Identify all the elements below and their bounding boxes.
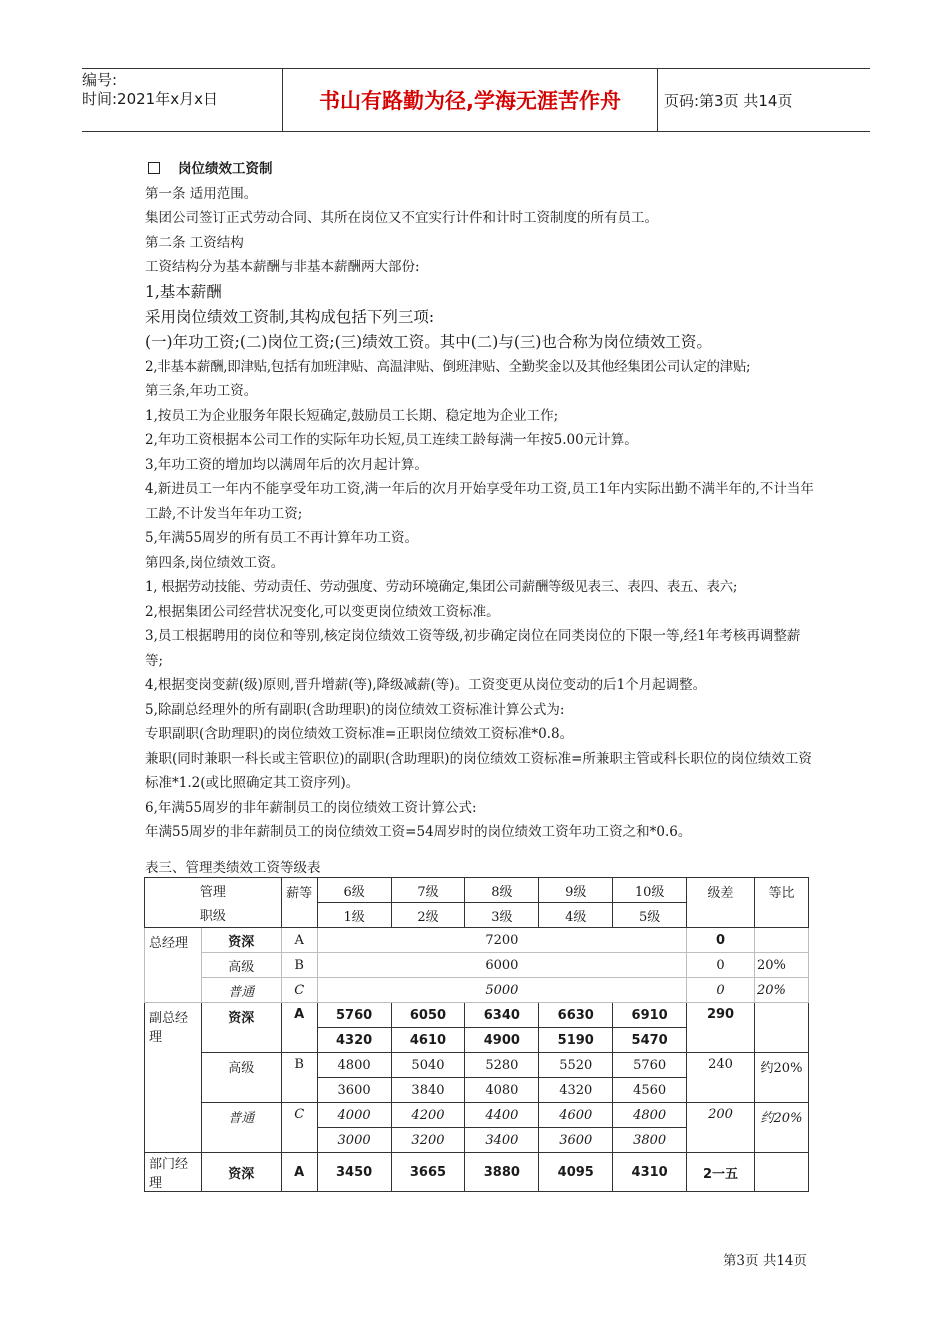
salary-cell: 4800	[317, 1053, 391, 1078]
diff-cell: 240	[687, 1053, 755, 1103]
salary-cell: 4610	[391, 1028, 465, 1053]
header-sublevel: 5级	[613, 903, 687, 928]
paragraph: 兼职(同时兼职一科长或主管职位)的副职(含助理职)的岗位绩效工资标准=所兼职主管或科长职位的岗位绩效工资标准*1.2(或比照确定其工资序列)。	[145, 750, 812, 791]
paragraph: 5,除副总经理外的所有副职(含助理职)的岗位绩效工资标准计算公式为:	[145, 701, 565, 718]
ratio-cell: 约20%	[754, 1103, 808, 1153]
paragraph: 3,员工根据聘用的岗位和等别,核定岗位绩效工资等级,初步确定岗位在同类岗位的下限一等,经1年考核再调整薪等;	[145, 628, 801, 669]
salary-cell: 5760	[317, 1003, 391, 1028]
paragraph: 5,年满55周岁的所有员工不再计算年功工资。	[145, 530, 419, 546]
salary-cell: 5280	[465, 1053, 539, 1078]
diff-cell: 0	[687, 928, 755, 953]
header-diff: 级差	[687, 878, 755, 928]
table-row	[145, 1103, 809, 1128]
table-header-row	[145, 878, 809, 903]
header-level: 9级	[539, 878, 613, 903]
header-level: 10级	[613, 878, 687, 903]
salary-cell: 5040	[391, 1053, 465, 1078]
salary-cell: 4310	[613, 1153, 687, 1192]
rank-cell: 普通	[201, 978, 281, 1003]
rank-cell: 资深	[201, 1153, 281, 1192]
salary-cell: 3840	[391, 1078, 465, 1103]
footer-page-number: 第3页 共14页	[722, 1253, 807, 1269]
salary-cell: 4800	[613, 1103, 687, 1128]
salary-cell: 7200	[317, 928, 686, 953]
paragraph: 专职副职(含助理职)的岗位绩效工资标准=正职岗位绩效工资标准*0.8。	[145, 726, 574, 742]
grade-cell: A	[281, 1153, 317, 1192]
rank-cell: 资深	[201, 928, 281, 953]
salary-cell: 5000	[317, 978, 686, 1003]
ratio-cell	[754, 1003, 808, 1053]
header-grade: 薪等	[281, 878, 317, 928]
grade-cell: B	[281, 953, 317, 978]
diff-cell: 0	[687, 978, 755, 1003]
table-row	[145, 978, 809, 1003]
header-level: 8级	[465, 878, 539, 903]
salary-cell: 5190	[539, 1028, 613, 1053]
header-sublevel: 1级	[317, 903, 391, 928]
diff-cell: 2一五	[687, 1153, 755, 1192]
header-sublevel: 2级	[391, 903, 465, 928]
header-time: 时间:2021年x月x日	[82, 90, 218, 108]
header-ratio: 等比	[754, 878, 808, 928]
section-title	[145, 157, 815, 182]
salary-cell: 3880	[465, 1153, 539, 1192]
paragraph: 4,根据变岗变薪(级)原则,晋升增薪(等),降级减薪(等)。工资变更从岗位变动的后1个月起调整。	[145, 677, 707, 693]
salary-cell: 6340	[465, 1003, 539, 1028]
salary-cell: 5760	[613, 1053, 687, 1078]
header-sublevel: 3级	[465, 903, 539, 928]
salary-cell: 6000	[317, 953, 686, 978]
salary-cell: 4320	[539, 1078, 613, 1103]
table-row	[145, 928, 809, 953]
paragraph: 1,按员工为企业服务年限长短确定,鼓励员工长期、稳定地为企业工作;	[145, 407, 559, 424]
table-caption: 表三、管理类绩效工资等级表	[145, 860, 321, 876]
table-row	[145, 953, 809, 978]
header-position: 职级	[145, 903, 282, 928]
paragraph: 第一条 适用范围。	[145, 185, 258, 202]
salary-cell: 4320	[317, 1028, 391, 1053]
ratio-cell: 约20%	[754, 1053, 808, 1103]
ratio-cell	[754, 928, 808, 953]
paragraph: 集团公司签订正式劳动合同、其所在岗位又不宜实行计件和计时工资制度的所有员工。	[145, 210, 658, 226]
paragraph: 4,新进员工一年内不能享受年功工资,满一年后的次月开始享受年功工资,员工1年内实际出勤不满半年的,不计当年工龄,不计发当年年功工资;	[145, 481, 814, 522]
salary-cell: 4095	[539, 1153, 613, 1192]
header-level: 6级	[317, 878, 391, 903]
paragraph: 第四条,岗位绩效工资。	[145, 554, 285, 571]
grade-cell: C	[281, 978, 317, 1003]
header-mgmt: 管理	[145, 878, 282, 903]
header-number: 编号:	[82, 71, 118, 89]
position-dept-manager: 部门经理	[145, 1153, 202, 1192]
grade-cell: A	[281, 1003, 317, 1053]
salary-cell: 6630	[539, 1003, 613, 1028]
rank-cell: 高级	[201, 953, 281, 978]
checkbox-square-icon	[148, 162, 160, 174]
header-sublevel: 4级	[539, 903, 613, 928]
paragraph: 采用岗位绩效工资制,其构成包括下列三项:	[145, 307, 435, 326]
paragraph: 1,基本薪酬	[145, 282, 222, 301]
header-level: 7级	[391, 878, 465, 903]
table-row	[145, 1053, 809, 1078]
salary-cell: 4560	[613, 1078, 687, 1103]
salary-cell: 4600	[539, 1103, 613, 1128]
table-row	[145, 1153, 809, 1192]
salary-cell: 4000	[317, 1103, 391, 1128]
paragraph: 年满55周岁的非年薪制员工的岗位绩效工资=54周岁时的岗位绩效工资年功工资之和*0.6。	[145, 824, 692, 840]
paragraph: (一)年功工资;(二)岗位工资;(三)绩效工资。其中(二)与(三)也合称为岗位绩效工资。	[145, 332, 712, 351]
salary-grade-table	[144, 877, 809, 1192]
grade-cell: B	[281, 1053, 317, 1103]
document-body	[145, 157, 815, 845]
diff-cell: 290	[687, 1003, 755, 1053]
salary-cell: 6910	[613, 1003, 687, 1028]
paragraph: 2,年功工资根据本公司工作的实际年功长短,员工连续工龄每满一年按5.00元计算。	[145, 432, 638, 448]
section-title-text: 岗位绩效工资制	[178, 161, 273, 177]
position-deputy-gm: 副总经理	[145, 1003, 202, 1153]
header-page-number: 页码:第3页 共14页	[664, 91, 793, 110]
header-meta	[82, 69, 282, 133]
salary-cell: 3400	[465, 1128, 539, 1153]
salary-cell: 3600	[539, 1128, 613, 1153]
paragraph: 2,非基本薪酬,即津贴,包括有加班津贴、高温津贴、倒班津贴、全勤奖金以及其他经集团公司认定的津贴;	[145, 358, 751, 375]
salary-cell: 6050	[391, 1003, 465, 1028]
paragraph: 工资结构分为基本薪酬与非基本薪酬两大部份:	[145, 259, 420, 275]
paragraph: 1, 根据劳动技能、劳动责任、劳动强度、劳动环境确定,集团公司薪酬等级见表三、表四、表五、表六;	[145, 579, 738, 595]
rank-cell: 资深	[201, 1003, 281, 1053]
grade-cell: C	[281, 1103, 317, 1153]
salary-cell: 4900	[465, 1028, 539, 1053]
diff-cell: 0	[687, 953, 755, 978]
salary-cell: 4400	[465, 1103, 539, 1128]
salary-cell: 5470	[613, 1028, 687, 1053]
paragraph: 第二条 工资结构	[145, 234, 244, 251]
ratio-cell: 20%	[754, 978, 808, 1003]
rank-cell: 普通	[201, 1103, 281, 1153]
rank-cell: 高级	[201, 1053, 281, 1103]
ratio-cell	[754, 1153, 808, 1192]
salary-cell: 3000	[317, 1128, 391, 1153]
diff-cell: 200	[687, 1103, 755, 1153]
salary-cell: 3450	[317, 1153, 391, 1192]
salary-cell: 3665	[391, 1153, 465, 1192]
header-motto: 书山有路勤为径,学海无涯苦作舟	[282, 69, 658, 131]
position-general-manager: 总经理	[145, 928, 202, 1003]
salary-cell: 3600	[317, 1078, 391, 1103]
salary-cell: 4200	[391, 1103, 465, 1128]
salary-cell: 3200	[391, 1128, 465, 1153]
salary-cell: 3800	[613, 1128, 687, 1153]
page-header	[82, 68, 870, 132]
ratio-cell: 20%	[754, 953, 808, 978]
paragraph: 6,年满55周岁的非年薪制员工的岗位绩效工资计算公式:	[145, 799, 477, 816]
table-row	[145, 1003, 809, 1028]
paragraph: 3,年功工资的增加均以满周年后的次月起计算。	[145, 456, 428, 473]
paragraph: 第三条,年功工资。	[145, 383, 258, 399]
paragraph: 2,根据集团公司经营状况变化,可以变更岗位绩效工资标准。	[145, 603, 500, 620]
grade-cell: A	[281, 928, 317, 953]
salary-cell: 5520	[539, 1053, 613, 1078]
salary-cell: 4080	[465, 1078, 539, 1103]
